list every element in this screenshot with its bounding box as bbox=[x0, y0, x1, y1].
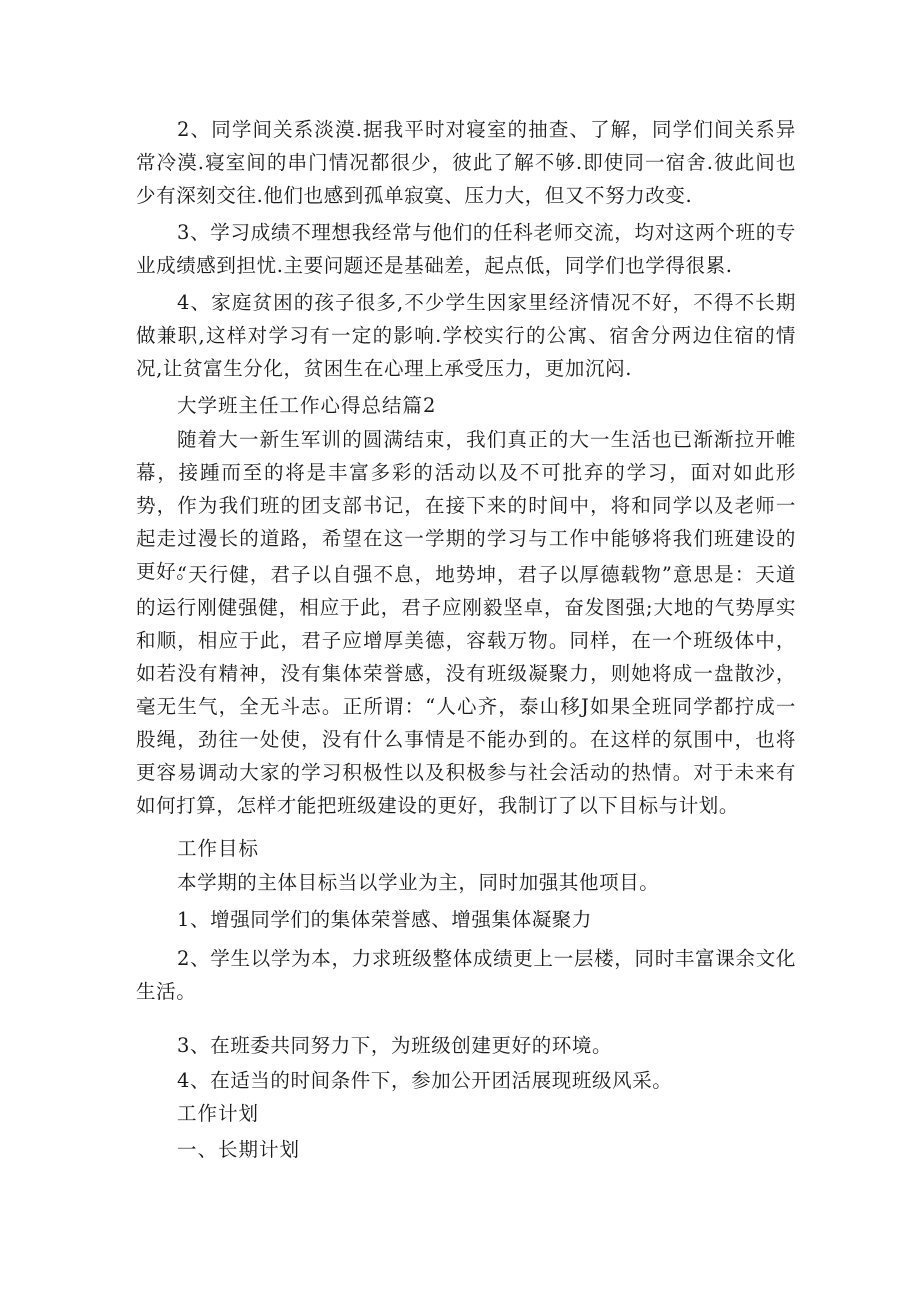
paragraph-poverty: 4、家庭贫困的孩子很多,不少学生因家里经济情况不好，不得不长期做兼职,这样对学习有一定的影响.学校实行的公寓、宿舍分两边住宿的情况,让贫富生分化，贫困生在心理上承受压力，更加沉闷. bbox=[136, 291, 796, 380]
goal-item-4: 4、在适当的时间条件下，参加公开团活展现班级风采。 bbox=[177, 1069, 673, 1092]
heading-work-goals: 工作目标 bbox=[177, 837, 260, 860]
section-title: 大学班主任工作心得总结篇2 bbox=[177, 394, 437, 417]
heading-long-term-plan: 一、长期计划 bbox=[177, 1138, 301, 1161]
goal-item-1: 1、增强同学们的集体荣誉感、增强集体凝聚力 bbox=[177, 908, 593, 931]
paragraph-main-goal: 本学期的主体目标当以学业为主，同时加强其他项目。 bbox=[177, 871, 660, 894]
goal-item-2: 2、学生以学为本，力求班级整体成绩更上一层楼，同时丰富课余文化生活。 bbox=[136, 947, 796, 1003]
paragraph-intro: 随着大一新生军训的圆满结束，我们真正的大一生活也已渐渐拉开帷幕，接踵而至的将是丰富多彩的活动以及不可批弃的学习，面对如此形势，作为我们班的团支部书记，在接下来的时间中，将和同学以及老师一起走过漫长的道路，希望在这一学期的学习与工作中能够将我们班建设的更好。 bbox=[136, 428, 796, 583]
goal-item-3: 3、在班委共同努力下，为班级创建更好的环境。 bbox=[177, 1034, 613, 1057]
paragraph-motto: “天行健，君子以自强不息，地势坤，君子以厚德载物”意思是：天道的运行刚健强健，相应于此，君子应刚毅坚卓，奋发图强;大地的气势厚实和顺，相应于此，君子应增厚美德，容载万物。同样，在一个班级体中，如若没有精神，没有集体荣誉感，没有班级凝聚力，则她将成一盘散沙，毫无生气，全无斗志。正所谓：“人心齐，泰山移J如果全班同学都拧成一股绳，劲往一处使，没有什么事情是不能办到的。在这样的氛围中，也将更容易调动大家的学习积极性以及积极参与社会活动的热情。对于未来有如何打算，怎样才能把班级建设的更好，我制订了以下目标与计划。 bbox=[136, 563, 796, 817]
paragraph-grades: 3、学习成绩不理想我经常与他们的任科老师交流，均对这两个班的专业成绩感到担忧.主要问题还是基础差，起点低，同学们也学得很累. bbox=[136, 221, 796, 277]
heading-work-plan: 工作计划 bbox=[177, 1102, 260, 1125]
paragraph-relationships: 2、同学间关系淡漠.据我平时对寝室的抽查、了解，同学们间关系异常冷漠.寝室间的串门情况都很少，彼此了解不够.即使同一宿舍.彼此间也少有深刻交往.他们也感到孤单寂寞、压力大，但又不努力改变. bbox=[136, 118, 796, 207]
